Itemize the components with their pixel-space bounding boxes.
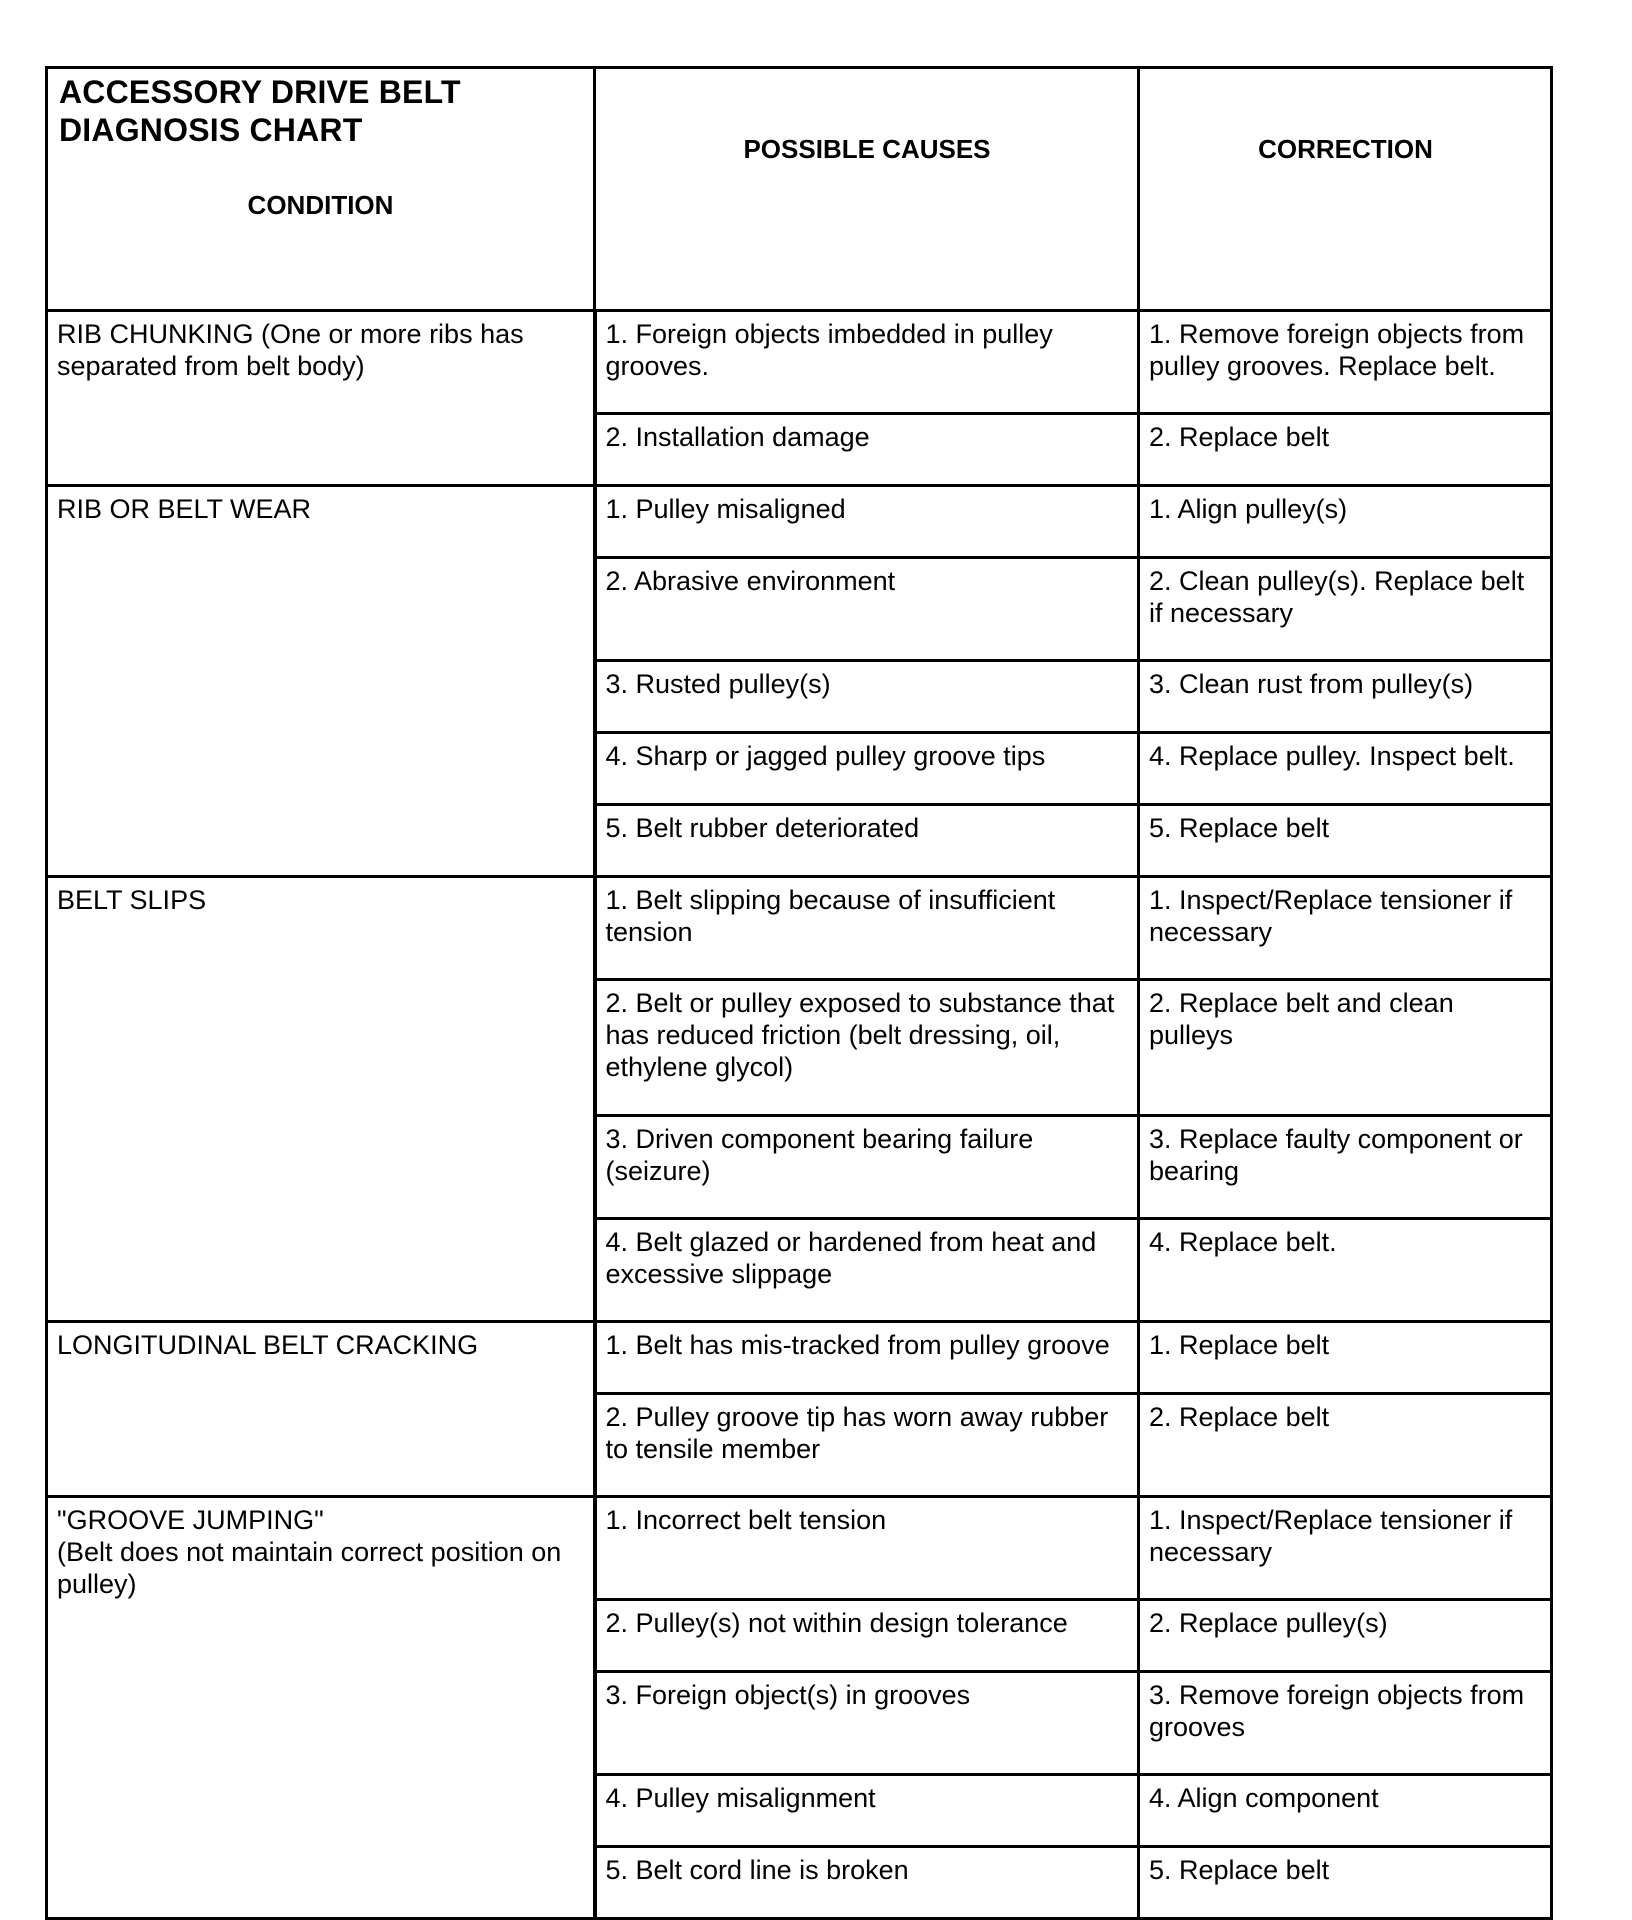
correction-cell: 4. Align component (1139, 1775, 1552, 1847)
possible-cause-cell: 5. Belt cord line is broken (595, 1847, 1139, 1919)
possible-cause-cell: 2. Belt or pulley exposed to substance that has reduced friction (belt dressing, oil, ethylene glycol) (595, 980, 1139, 1116)
correction-cell: 2. Replace belt (1139, 414, 1552, 486)
possible-cause-cell: 4. Pulley misalignment (595, 1775, 1139, 1847)
header-row (47, 68, 1552, 311)
correction-cell: 2. Replace belt and clean pulleys (1139, 980, 1552, 1116)
correction-cell: 1. Replace belt (1139, 1322, 1552, 1394)
possible-cause-cell: 2. Pulley groove tip has worn away rubber to tensile member (595, 1394, 1139, 1497)
possible-cause-cell: 2. Installation damage (595, 414, 1139, 486)
condition-cell (47, 1497, 595, 1919)
table-header (47, 68, 1552, 311)
correction-column-header: CORRECTION (1139, 68, 1552, 311)
condition-text-line: "GROOVE JUMPING" (57, 1505, 324, 1535)
correction-cell: 3. Replace faulty component or bearing (1139, 1116, 1552, 1219)
table-row (47, 311, 1552, 414)
correction-cell: 4. Replace belt. (1139, 1219, 1552, 1322)
table-row (47, 486, 1552, 558)
possible-cause-cell: 1. Pulley misaligned (595, 486, 1139, 558)
correction-cell: 3. Remove foreign objects from grooves (1139, 1672, 1552, 1775)
correction-cell: 5. Replace belt (1139, 1847, 1552, 1919)
possible-cause-cell: 5. Belt rubber deteriorated (595, 805, 1139, 877)
correction-cell: 1. Remove foreign objects from pulley grooves. Replace belt. (1139, 311, 1552, 414)
condition-cell: BELT SLIPS (47, 877, 595, 1322)
possible-causes-column-header: POSSIBLE CAUSES (595, 68, 1139, 311)
chart-title-line2: DIAGNOSIS CHART (59, 112, 363, 148)
correction-cell: 4. Replace pulley. Inspect belt. (1139, 733, 1552, 805)
condition-cell: LONGITUDINAL BELT CRACKING (47, 1322, 595, 1497)
possible-cause-cell: 1. Belt has mis-tracked from pulley groove (595, 1322, 1139, 1394)
condition-text-line: (Belt does not maintain correct position on pulley) (57, 1537, 562, 1599)
diagnosis-chart-table (45, 66, 1553, 1920)
condition-cell: RIB OR BELT WEAR (47, 486, 595, 877)
correction-cell: 1. Align pulley(s) (1139, 486, 1552, 558)
condition-column-header: CONDITION (247, 190, 394, 220)
possible-cause-cell: 1. Incorrect belt tension (595, 1497, 1139, 1600)
correction-cell: 2. Replace belt (1139, 1394, 1552, 1497)
table-row (47, 1322, 1552, 1394)
possible-cause-cell: 3. Driven component bearing failure (seizure) (595, 1116, 1139, 1219)
possible-cause-cell: 4. Belt glazed or hardened from heat and excessive slippage (595, 1219, 1139, 1322)
condition-cell: RIB CHUNKING (One or more ribs has separated from belt body) (47, 311, 595, 486)
possible-cause-cell: 1. Foreign objects imbedded in pulley grooves. (595, 311, 1139, 414)
possible-cause-cell: 4. Sharp or jagged pulley groove tips (595, 733, 1139, 805)
correction-cell: 1. Inspect/Replace tensioner if necessary (1139, 1497, 1552, 1600)
possible-cause-cell: 3. Foreign object(s) in grooves (595, 1672, 1139, 1775)
possible-cause-cell: 1. Belt slipping because of insufficient tension (595, 877, 1139, 980)
correction-cell: 1. Inspect/Replace tensioner if necessary (1139, 877, 1552, 980)
table-body (47, 311, 1552, 1919)
correction-cell: 2. Clean pulley(s). Replace belt if necessary (1139, 558, 1552, 661)
possible-cause-cell: 3. Rusted pulley(s) (595, 661, 1139, 733)
possible-cause-cell: 2. Pulley(s) not within design tolerance (595, 1600, 1139, 1672)
condition-header-cell (47, 68, 595, 311)
chart-title (59, 73, 461, 149)
correction-cell: 3. Clean rust from pulley(s) (1139, 661, 1552, 733)
possible-cause-cell: 2. Abrasive environment (595, 558, 1139, 661)
correction-cell: 5. Replace belt (1139, 805, 1552, 877)
table-row (47, 1497, 1552, 1600)
correction-cell: 2. Replace pulley(s) (1139, 1600, 1552, 1672)
table-row (47, 877, 1552, 980)
chart-title-line1: ACCESSORY DRIVE BELT (59, 74, 461, 110)
